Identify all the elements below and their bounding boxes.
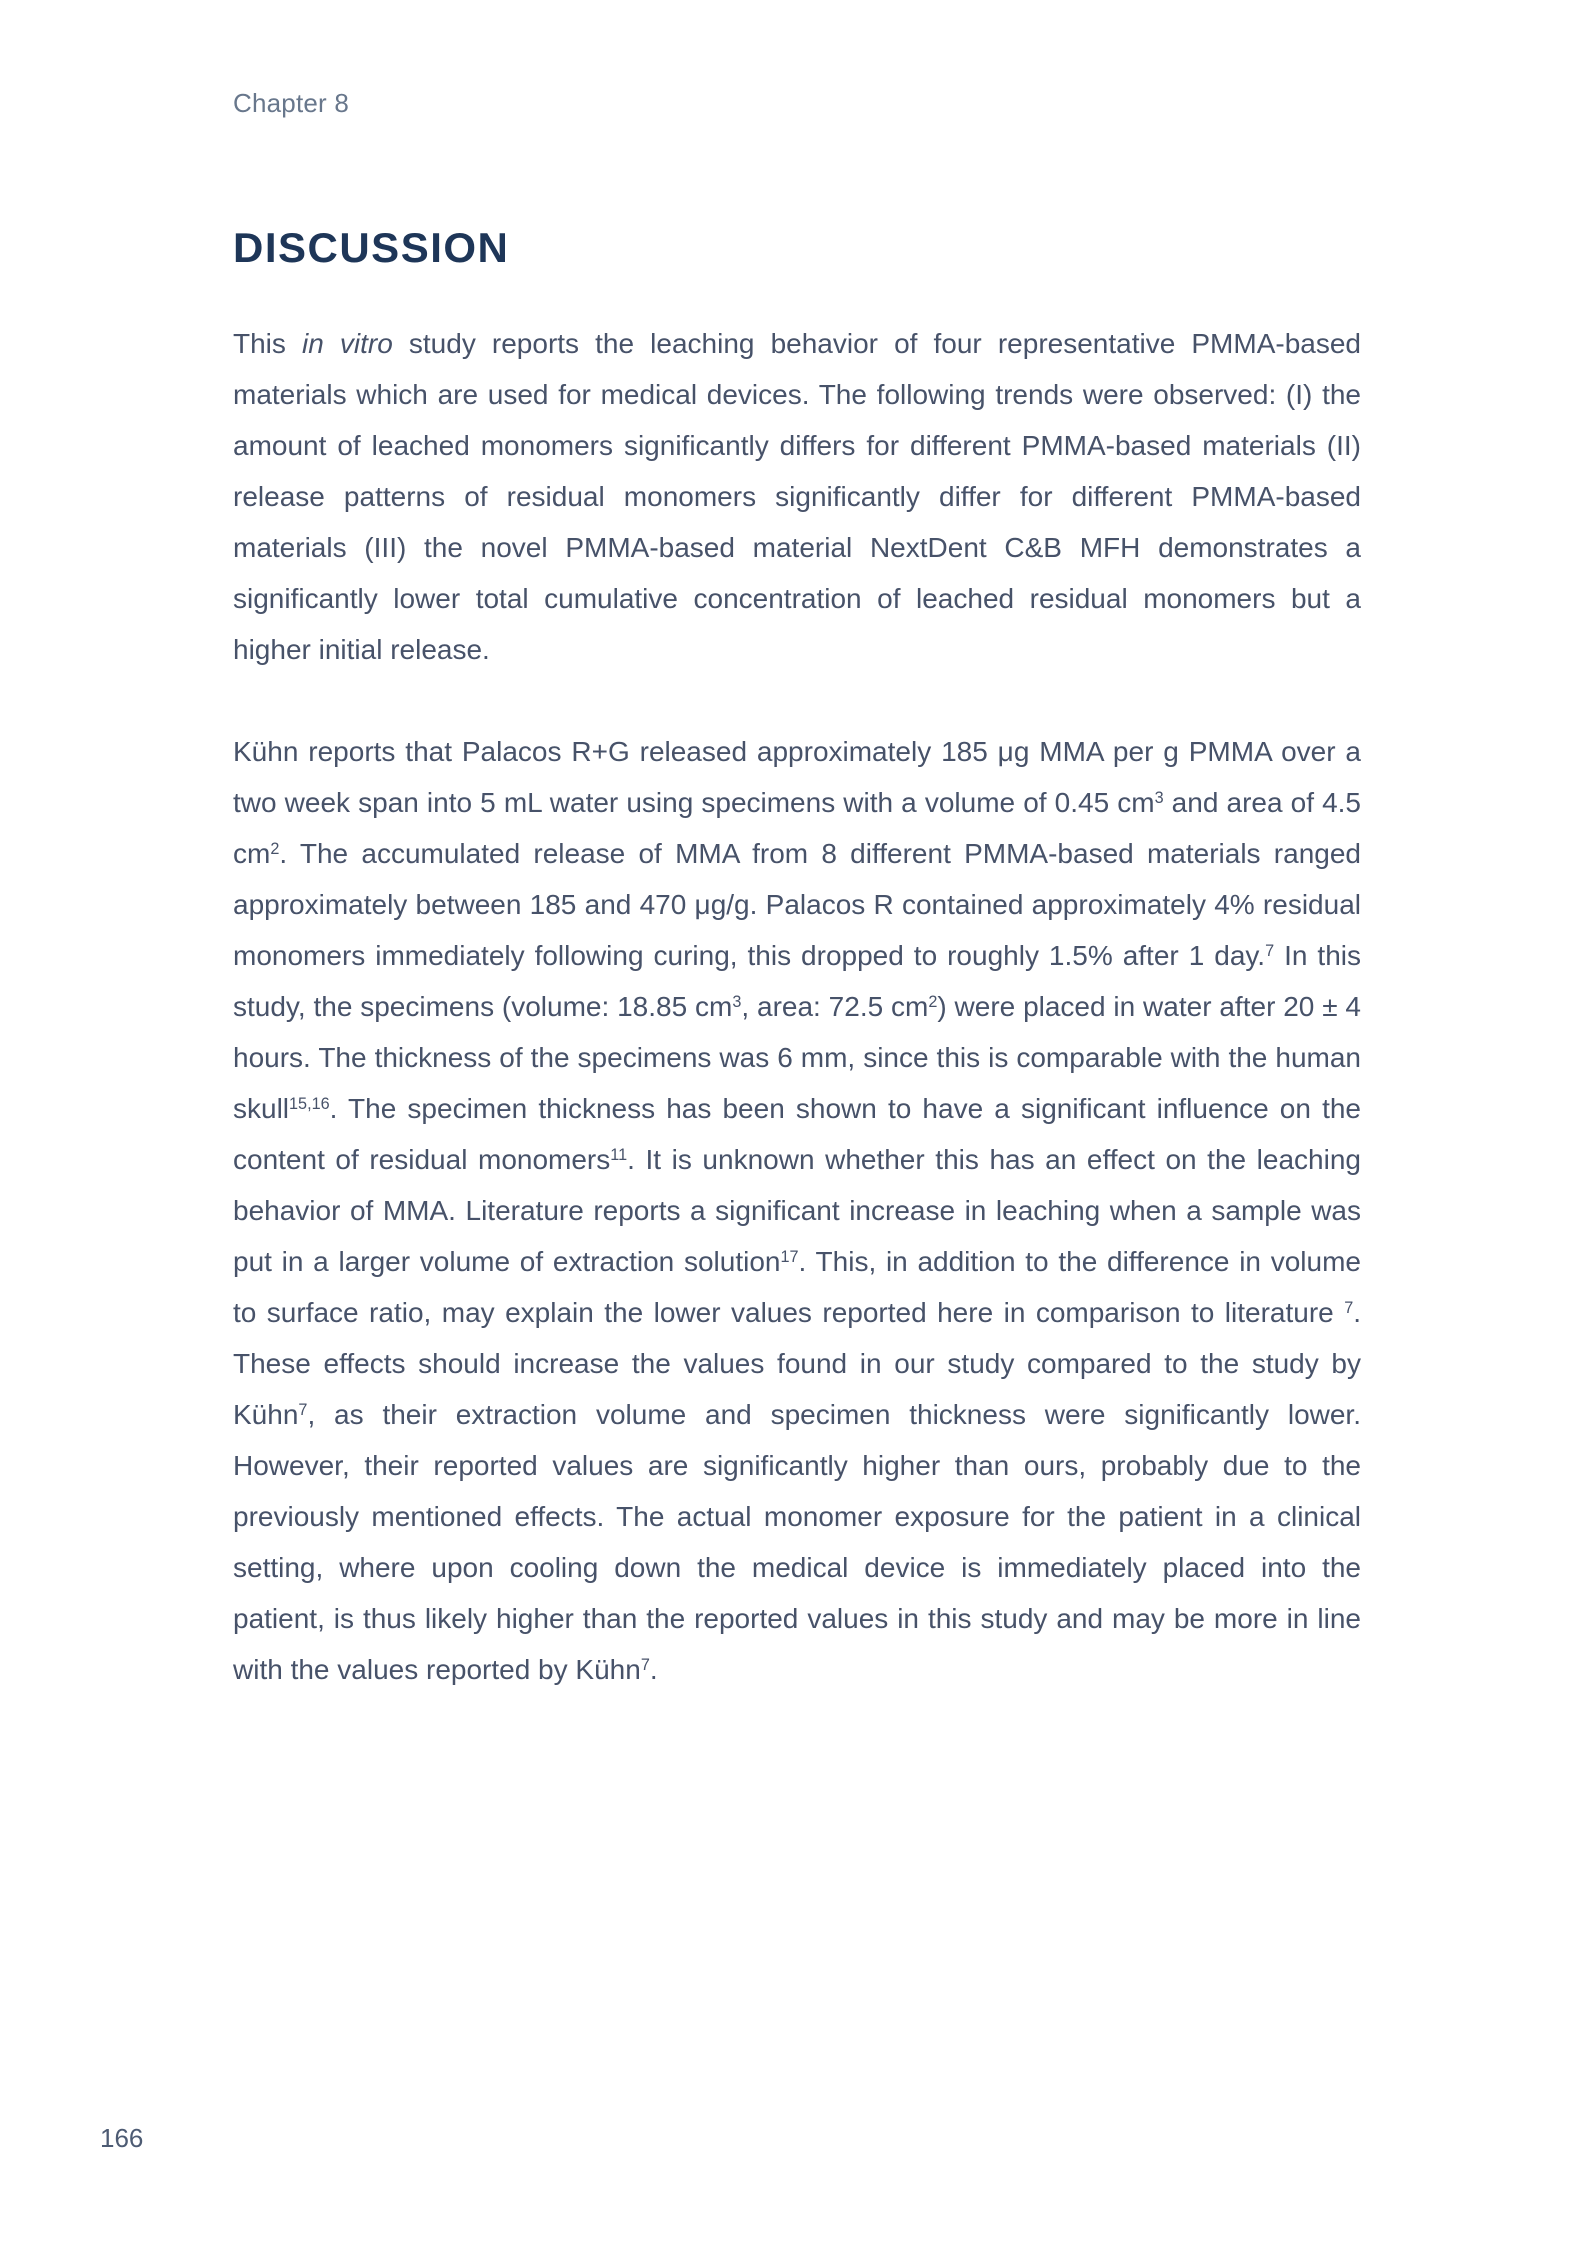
reference-superscript: 17	[780, 1248, 799, 1267]
text-segment: study reports the leaching behavior of four representative PMMA-based materials which are used for medical devices. The following trends were observed: (I) the amount of leached monomers significantly differs for different PMMA-based materials (II) release patterns of residual monomers significantly differ for different PMMA-based materials (III) the novel PMMA-based material NextDent C&B MFH demonstrates a significantly lower total cumulative concentration of leached residual monomers but a higher initial release.	[233, 328, 1361, 665]
reference-superscript: 3	[1154, 789, 1164, 808]
text-segment: , area: 72.5 cm	[741, 991, 929, 1022]
reference-superscript: 11	[610, 1146, 628, 1165]
reference-superscript: 3	[732, 993, 742, 1012]
text-segment: ) were placed in water after 20 ± 4 hours. The thickness of the specimens was 6 mm, since this is comparable with the human skull	[233, 991, 1361, 1124]
text-segment: . The accumulated release of MMA from 8 different PMMA-based materials ranged approximately between 185 and 470 μg/g. Palacos R contained approximately 4% residual monomers immediately following curing, this dropped to roughly 1.5% after 1 day.	[233, 838, 1361, 971]
chapter-label: Chapter 8	[233, 88, 349, 118]
reference-superscript: 7	[1344, 1299, 1354, 1318]
reference-superscript: 2	[270, 840, 280, 859]
text-segment: .	[649, 1654, 658, 1685]
text-segment: and area of 4.5 cm	[233, 787, 1361, 869]
paragraph	[233, 318, 1361, 675]
reference-superscript: 2	[928, 993, 938, 1012]
text-segment: in vitro	[302, 328, 393, 359]
section-heading: DISCUSSION	[233, 224, 510, 271]
text-segment: In this study, the specimens (volume: 18.85 cm	[233, 940, 1361, 1022]
body-text	[233, 318, 1361, 1695]
text-segment: , as their extraction volume and specimen thickness were significantly lower. However, their reported values are significantly higher than ours, probably due to the previously mentioned effects. The actual monomer exposure for the patient in a clinical setting, where upon cooling down the medical device is immediately placed into the patient, is thus likely higher than the reported values in this study and may be more in line with the values reported by Kühn	[233, 1399, 1361, 1685]
page-content	[233, 224, 1361, 1695]
text-segment: . It is unknown whether this has an effect on the leaching behavior of MMA. Literature reports a significant increase in leaching when a sample was put in a larger volume of extraction solution	[233, 1144, 1361, 1277]
reference-superscript: 15,16	[289, 1095, 330, 1114]
reference-superscript: 7	[640, 1656, 650, 1675]
text-segment: . This, in addition to the difference in volume to surface ratio, may explain the lower values reported here in comparison to literature	[233, 1246, 1361, 1328]
text-segment: This	[233, 328, 302, 359]
reference-superscript: 7	[1265, 942, 1275, 961]
text-segment: . These effects should increase the values found in our study compared to the study by Kühn	[233, 1297, 1361, 1430]
reference-superscript: 7	[298, 1401, 308, 1420]
page-number: 166	[100, 2123, 144, 2153]
text-segment: . The specimen thickness has been shown to have a significant influence on the content of residual monomers	[233, 1093, 1361, 1175]
text-segment: Kühn reports that Palacos R+G released approximately 185 μg MMA per g PMMA over a two week span into 5 mL water using specimens with a volume of 0.45 cm	[233, 736, 1361, 818]
paragraph	[233, 726, 1361, 1695]
